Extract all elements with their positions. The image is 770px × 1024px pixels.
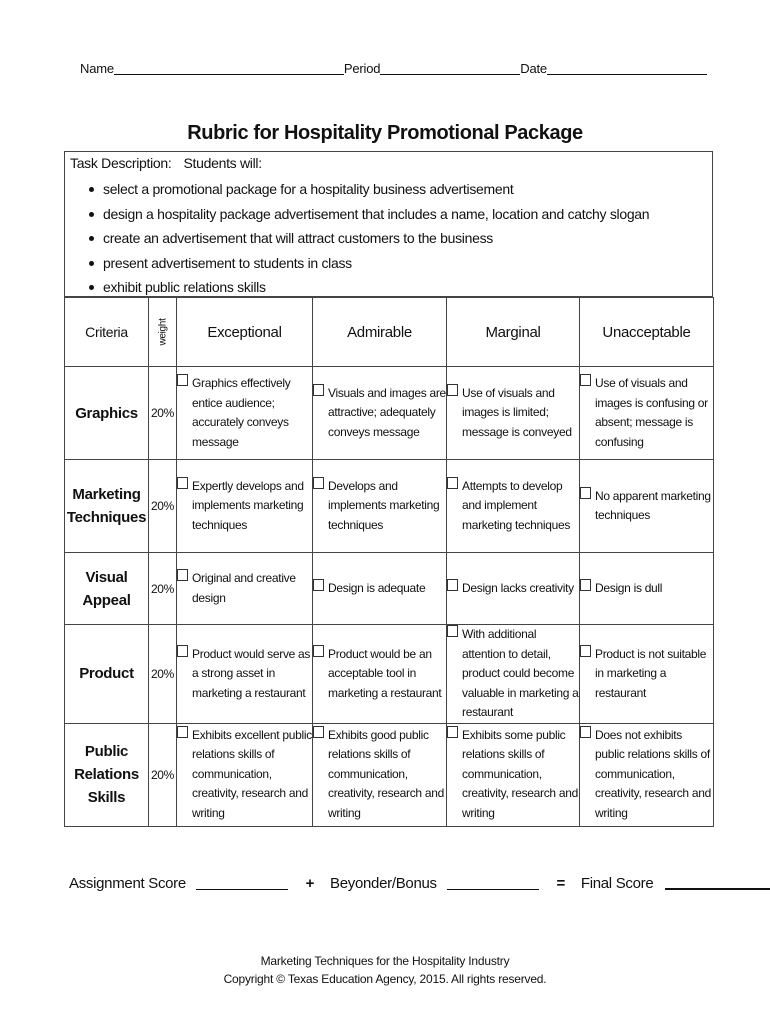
checkbox[interactable]: [177, 569, 188, 581]
rubric-cell: Product would be an acceptable tool in marketing a restaurant: [313, 625, 447, 724]
checkbox[interactable]: [447, 625, 458, 637]
rubric-table: [64, 297, 714, 827]
rubric-cell: Use of visuals and images is confusing or absent; message is confusing: [580, 367, 714, 460]
weight-value: 20%: [149, 367, 177, 460]
plus-sign: +: [305, 875, 315, 892]
rubric-cell: Develops and implements marketing techniques: [313, 460, 447, 553]
rubric-row-marketing-techniques: [65, 460, 714, 553]
rubric-cell: Product would serve as a strong asset in marketing a restaurant: [177, 625, 313, 724]
checkbox[interactable]: [580, 726, 591, 738]
checkbox[interactable]: [313, 579, 324, 591]
task-bullet: select a promotional package for a hospitality business advertisement: [65, 179, 649, 204]
criteria-header: Criteria: [65, 298, 149, 367]
page-footer: [0, 952, 770, 988]
weight-value: 20%: [149, 625, 177, 724]
checkbox[interactable]: [313, 645, 324, 657]
score-line: [69, 874, 709, 892]
rubric-cell: Graphics effectively entice audience; accurately conveys message: [177, 367, 313, 460]
equals-sign: =: [556, 875, 565, 892]
task-bullet: create an advertisement that will attract customers to the business: [65, 228, 649, 253]
rubric-cell: Design lacks creativity: [447, 553, 580, 625]
name-blank[interactable]: [114, 60, 344, 75]
checkbox[interactable]: [580, 579, 591, 591]
weight-value: 20%: [149, 723, 177, 826]
rubric-cell: Design is dull: [580, 553, 714, 625]
rubric-cell: Exhibits some public relations skills of communication, creativity, research and writing: [447, 723, 580, 826]
final-score-label: Final Score: [580, 875, 654, 892]
column-header-exceptional: Exceptional: [177, 298, 313, 367]
assignment-score-blank[interactable]: [196, 875, 288, 890]
checkbox[interactable]: [313, 384, 324, 396]
rubric-cell: Use of visuals and images is limited; message is conveyed: [447, 367, 580, 460]
task-description-heading: [70, 155, 262, 171]
page-title: Rubric for Hospitality Promotional Package: [187, 122, 583, 144]
task-bullet: design a hospitality package advertisement that includes a name, location and catchy slogan: [65, 204, 649, 229]
assignment-score-label: Assignment Score: [69, 875, 186, 892]
criteria-label: Visual Appeal: [65, 553, 149, 625]
weight-header: [149, 298, 177, 367]
task-bullet: present advertisement to students in class: [65, 253, 649, 278]
column-header-marginal: Marginal: [447, 298, 580, 367]
checkbox[interactable]: [447, 384, 458, 396]
checkbox[interactable]: [177, 477, 188, 489]
checkbox[interactable]: [177, 374, 188, 386]
checkbox[interactable]: [447, 477, 458, 489]
checkbox[interactable]: [177, 645, 188, 657]
rubric-cell: Does not exhibits public relations skills of communication, creativity, research and writing: [580, 723, 714, 826]
checkbox[interactable]: [177, 726, 188, 738]
final-score-blank[interactable]: [665, 874, 770, 890]
checkbox[interactable]: [313, 726, 324, 738]
task-bullet: exhibit public relations skills: [65, 277, 649, 302]
footer-course-title: Marketing Techniques for the Hospitality Industry: [260, 954, 510, 968]
column-header-admirable: Admirable: [313, 298, 447, 367]
column-header-unacceptable: Unacceptable: [580, 298, 714, 367]
rubric-cell: Original and creative design: [177, 553, 313, 625]
checkbox[interactable]: [580, 645, 591, 657]
checkbox[interactable]: [447, 579, 458, 591]
rubric-cell: Attempts to develop and implement marketing techniques: [447, 460, 580, 553]
rubric-cell: Design is adequate: [313, 553, 447, 625]
rubric-row-public-relations-skills: [65, 723, 714, 826]
weight-value: 20%: [149, 553, 177, 625]
task-bullet-list: [65, 179, 649, 302]
checkbox[interactable]: [580, 374, 591, 386]
rubric-cell: Exhibits excellent public relations skills of communication, creativity, research and writing: [177, 723, 313, 826]
criteria-label: Marketing Techniques: [65, 460, 149, 553]
task-description-box: [64, 151, 713, 297]
footer-copyright: Copyright © Texas Education Agency, 2015. All rights reserved.: [223, 972, 547, 986]
date-blank[interactable]: [547, 60, 707, 75]
date-label: Date: [520, 61, 547, 76]
name-label: Name: [80, 61, 114, 76]
criteria-label: Graphics: [65, 367, 149, 460]
rubric-cell: Visuals and images are attractive; adequately conveys message: [313, 367, 447, 460]
weight-value: 20%: [149, 460, 177, 553]
rubric-row-product: [65, 625, 714, 724]
checkbox[interactable]: [447, 726, 458, 738]
bonus-label: Beyonder/Bonus: [330, 875, 437, 892]
rubric-header-row: [65, 298, 714, 367]
rubric-cell: Exhibits good public relations skills of communication, creativity, research and writing: [313, 723, 447, 826]
rubric-row-graphics: [65, 367, 714, 460]
criteria-label: Product: [65, 625, 149, 724]
task-intro: Students will:: [183, 155, 262, 171]
period-blank[interactable]: [380, 60, 520, 75]
rubric-cell: No apparent marketing techniques: [580, 460, 714, 553]
checkbox[interactable]: [580, 487, 591, 499]
rubric-cell: Product is not suitable in marketing a restaurant: [580, 625, 714, 724]
bonus-blank[interactable]: [447, 875, 539, 890]
checkbox[interactable]: [313, 477, 324, 489]
criteria-label: Public Relations Skills: [65, 723, 149, 826]
student-info-line: [80, 60, 700, 76]
task-description-label: Task Description:: [70, 155, 172, 171]
weight-header-label: weight: [157, 318, 168, 346]
period-label: Period: [343, 61, 381, 76]
rubric-row-visual-appeal: [65, 553, 714, 625]
rubric-cell: Expertly develops and implements marketing techniques: [177, 460, 313, 553]
rubric-cell: With additional attention to detail, product could become valuable in marketing a restaurant: [447, 625, 580, 724]
